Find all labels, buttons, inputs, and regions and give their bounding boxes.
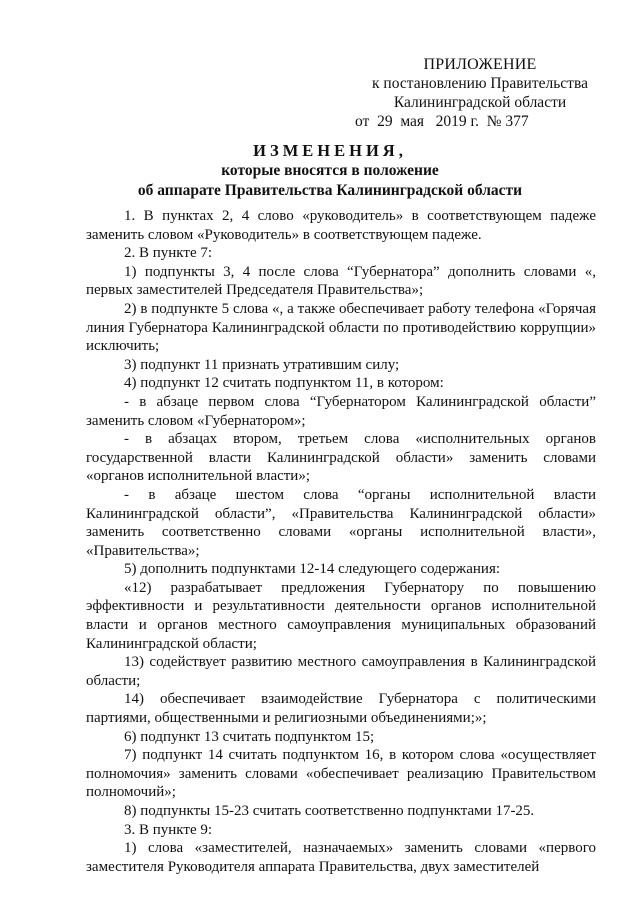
paragraph: 4) подпункт 12 считать подпунктом 11, в котором: xyxy=(124,375,444,392)
paragraph: 8) подпункты 15-23 считать соответственно подпунктами 17-25. xyxy=(124,803,535,819)
heading-sub-1: которые вносятся в положение xyxy=(221,162,439,179)
heading-main: ИЗМЕНЕНИЯ, xyxy=(253,141,407,160)
appendix-date: от 29 мая 2019 г. № 377 xyxy=(355,113,529,130)
paragraph: 6) подпункт 13 считать подпунктом 15; xyxy=(124,728,375,745)
paragraph: 3) подпункт 11 признать утратившим силу; xyxy=(124,356,400,373)
document-heading xyxy=(60,141,600,201)
appendix-line-1: к постановлению Правительства xyxy=(372,75,588,92)
appendix-block xyxy=(335,55,625,131)
paragraph: 1. В пунктах 2, 4 слово «руководитель» в соответствующем падеже заменить словом «Руководитель» в соответствующем падеже. xyxy=(86,208,596,243)
paragraph: «12) разрабатывает предложения Губернатору по повышению эффективности и результативности деятельности органов исполнительной власти и органов местного самоуправления муниципальных образований Калининградской области; xyxy=(86,579,596,652)
appendix-line-2: Калининградской области xyxy=(393,94,567,111)
paragraph: - в абзаце первом слова “Губернатором Калининградской области” заменить словом «Губернатором»; xyxy=(86,393,596,429)
heading-sub-2: об аппарате Правительства Калининградской области xyxy=(137,182,523,199)
paragraph: 5) дополнить подпунктами 12-14 следующего содержания: xyxy=(124,561,501,578)
paragraph: 2) в подпункте 5 слова «, а также обеспечивает работу телефона «Горячая линия Губернатора Калининградской области по противодействию коррупции» исключить; xyxy=(86,300,596,355)
appendix-title: ПРИЛОЖЕНИЕ xyxy=(423,56,537,73)
paragraph: 3. В пункте 9: xyxy=(124,821,213,838)
paragraph: 1) слова «заместителей, назначаемых» заменить словами «первого заместителя Руководителя аппарата Правительства, двух заместителей xyxy=(86,840,596,875)
paragraph: 14) обеспечивает взаимодействие Губернатора с политическими партиями, общественными и религиозными объединениями;»; xyxy=(86,691,596,727)
paragraph: 2. В пункте 7: xyxy=(124,245,213,262)
paragraph: 1) подпункты 3, 4 после слова “Губернатора” дополнить словами «, первых заместителей Председателя Правительства»; xyxy=(86,263,596,299)
paragraph: 13) содействует развитию местного самоуправления в Калининградской области; xyxy=(86,654,596,689)
paragraph: - в абзацах втором, третьем слова «исполнительных органов государственной власти Калининградской области» заменить словами «органов исполнительной власти»; xyxy=(86,431,596,485)
paragraph: 7) подпункт 14 считать подпунктом 16, в котором слова «осуществляет полномочия» заменить словами «обеспечивает реализацию Правительством полномочий»; xyxy=(86,747,596,801)
paragraph: - в абзаце шестом слова “органы исполнительной власти Калининградской области”, «Правительства Калининградской области» заменить соответственно словами «органы исполнительной власти», «Правительства»; xyxy=(86,486,596,559)
document-body xyxy=(86,207,596,876)
